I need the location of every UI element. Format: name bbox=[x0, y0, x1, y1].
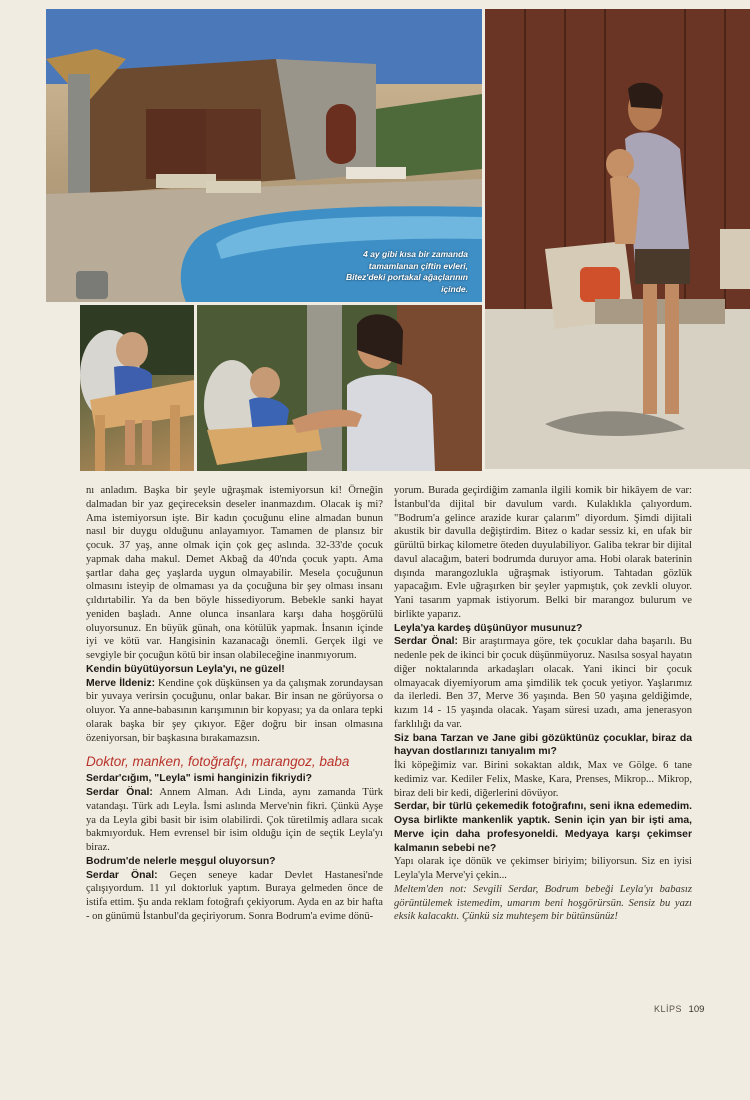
section-title: Doktor, manken, fotoğrafçı, marangoz, baba bbox=[86, 754, 350, 770]
article-column-right bbox=[394, 484, 692, 924]
answer-text: Annem Alman. Adı Linda, aynı zamanda Türk vatandaşı. Türk adı Leyla. İsmi aslında Merve'nin fikri. Çünkü Ayşe ya da Leyla gibi basit bir isim olabilirdi. Çok türetilmiş adlara sıcak bakmıyorduk. Hem evrensel bir isim olduğu için de seçtik Leyla'yı biraz. bbox=[86, 787, 383, 853]
feeding-baby-photo bbox=[197, 305, 482, 471]
interview-answer bbox=[86, 786, 383, 855]
baby-highchair-photo bbox=[80, 305, 194, 471]
answer-text: Bir araştırmaya göre, tek çocuklar daha başarılı. Bu nedenle pek de ikinci bir çocuk düşünmüyoruz. Nasılsa sosyal hayatın diğer noktalarında arkadaşları olacak. Yani ikinci bir çocuk olmayacak diyemiyorum ama şimdilik tek çocuk yetiyor. Yaşlarımız da ilerledi. Ben 37, Merve 36 yaşında. Ben 50 yaşına geldiğimde, kızım 14 - 15 yaşında olacak. Yaşam süresi uzadı, ama jenerasyon farklılığı da var. bbox=[394, 636, 692, 730]
interview-answer: İki köpeğimiz var. Birini sokaktan aldık, Max ve Gölge. 6 tane kedimiz var. Kediler Felix, Maske, Kara, Prenses, Mikrop... Mikrop, biraz deli bir kedi, diğerlerini dövüyor. bbox=[394, 760, 692, 799]
page-number: 109 bbox=[688, 1004, 705, 1015]
page-footer bbox=[654, 1004, 704, 1015]
mother-baby-photo bbox=[485, 9, 750, 469]
editor-note: Meltem'den not: Sevgili Serdar, Bodrum bebeği Leyla'yı babasız görüntülemek istemedim, umarım beni hoşgörürsün. Sensiz bu yazı eksik kalacaktı. Çünkü siz muhteşem bir bütünsünüz! bbox=[394, 883, 692, 923]
interview-answer bbox=[394, 635, 692, 731]
paragraph: nı anladım. Başka bir şeyle uğraşmak istemiyorsun ki! Örneğin dalmadan bir yaz geçireceksin deseler inanmazdım. Olacak iş mi? Ama istemiyorsun işte. Bir kadın çocuğunu eline almadan bunun nasıl bir duygu olduğunu anlayamıyor. Tamamen de plansız bir çocuk. 37 yaş, anne olmak için çok geç aslında. 32-33'de çocuk yapmak daha makul. Demet Akbağ da 40'nda çocuk yaptı. Ama şartlar daha geç yaşlarda uygun olmayabilir. Mesela çocuğunun olmasını isteyip de olmaması ya da çocuğuna bir şey olması insanı çıldırtabilir. Ya da ben böyle hissediyorum. Bebekle sanki hayat yeniden başladı. Anne olunca insanlara karşı daha hoşgörülü oluyorsunuz. En büyük günah, ona kötülük yapmak. İnsanın içinde iyi ve kötü var. Hangisinin kazanacağı önemli. Gerçek ilgi ve sevgiyle bir çocuğun kötü bir insan olabileceğine inanmıyorum. bbox=[86, 485, 383, 661]
article-column-left bbox=[86, 484, 383, 924]
interview-answer: Yapı olarak içe dönük ve çekimser biriyim; biliyorsun. Siz en iyisi Leyla'yla Merve'yi çekin... bbox=[394, 856, 692, 881]
interview-question: Serdar'cığım, "Leyla" ismi hanginizin fikriydi? bbox=[86, 773, 312, 785]
speaker-name: Merve İldeniz: bbox=[86, 677, 156, 689]
interview-answer bbox=[86, 677, 383, 746]
interview-answer bbox=[86, 869, 383, 924]
photo-caption: 4 ay gibi kısa bir zamanda tamamlanan çiftin evleri, Bitez'deki portakal ağaçlarının içinde. bbox=[345, 249, 468, 294]
speaker-name: Serdar Önal: bbox=[86, 787, 153, 798]
interview-question: Bodrum'de nelerle meşgul oluyorsun? bbox=[86, 855, 276, 867]
answer-text: Kendine çok düşkünsen ya da çalışmak zorundaysan bir yuvaya verirsin çocuğunu, onlar bakar. Bir insan ne görüyorsa o oluyor. Ya anne-babasının karışımının bir kopyası; ya da onlara tepki olarak başka bir şey çıkıyor. Eğer doğru bir insan olmasına özeniyorsan, bir başkasına bırakamazsın. bbox=[86, 677, 383, 744]
speaker-name: Serdar Önal: bbox=[86, 869, 158, 881]
house-pool-photo bbox=[46, 9, 482, 302]
magazine-brand: KLİPS bbox=[654, 1004, 683, 1014]
answer-text: Geçen seneye kadar Devlet Hastanesi'nde çalışıyordum. 11 yıl doktorluk yaptım. Buraya gelmeden önce de istifa ettim. Şu anda reklam fotoğrafı çekiyorum. Ayda en az bir hafta - on günümü İstanbul'da geçiriyorum. Sonra Bodrum'a evime dönü- bbox=[86, 869, 383, 922]
interview-question: Kendin büyütüyorsun Leyla'yı, ne güzel! bbox=[86, 663, 285, 675]
interview-question: Siz bana Tarzan ve Jane gibi gözüktünüz çocuklar, biraz da hayvan dostlarınızı tanıyalım mı? bbox=[394, 732, 692, 758]
paragraph: yorum. Burada geçirdiğim zamanla ilgili komik bir hikâyem de var: İstanbul'da dijital bir davulum vardı. Kulaklıkla çalıyordum. "Bodrum'a gelince arazide kurar çalarım" diyordum. Şimdi dijitali akustik bir davulla değiştirdim. Bitez o kadar sessiz ki, en ufak bir gürültü birkaç kilometre öteden duyulabiliyor. Galiba tekrar bir dijital davul alacağım, bateri bodrumda duruyor ama. Hobi olarak baterinin dışında marangozlukla uğraşmak istiyorum. Tahtadan gözlük yapacağım. Evle uğraşırken bir şeyler yapmıştık, çok zevkli oluyor. Yani tasarım yapmak istiyorum. Belki bir marangoz bulurum ve birlikte yaparız. bbox=[394, 485, 692, 620]
speaker-name: Serdar Önal: bbox=[394, 636, 458, 648]
interview-question: Leyla'ya kardeş düşünüyor musunuz? bbox=[394, 622, 583, 634]
interview-question: Serdar, bir türlü çekemedik fotoğrafını, seni ikna edemedim. Oysa birlikte mankenlik yaptık. Senin için yan bir işti ama, Merve için daha profesyoneldi. Medyaya karşı çekimser kalmanın sebebi ne? bbox=[394, 801, 692, 854]
